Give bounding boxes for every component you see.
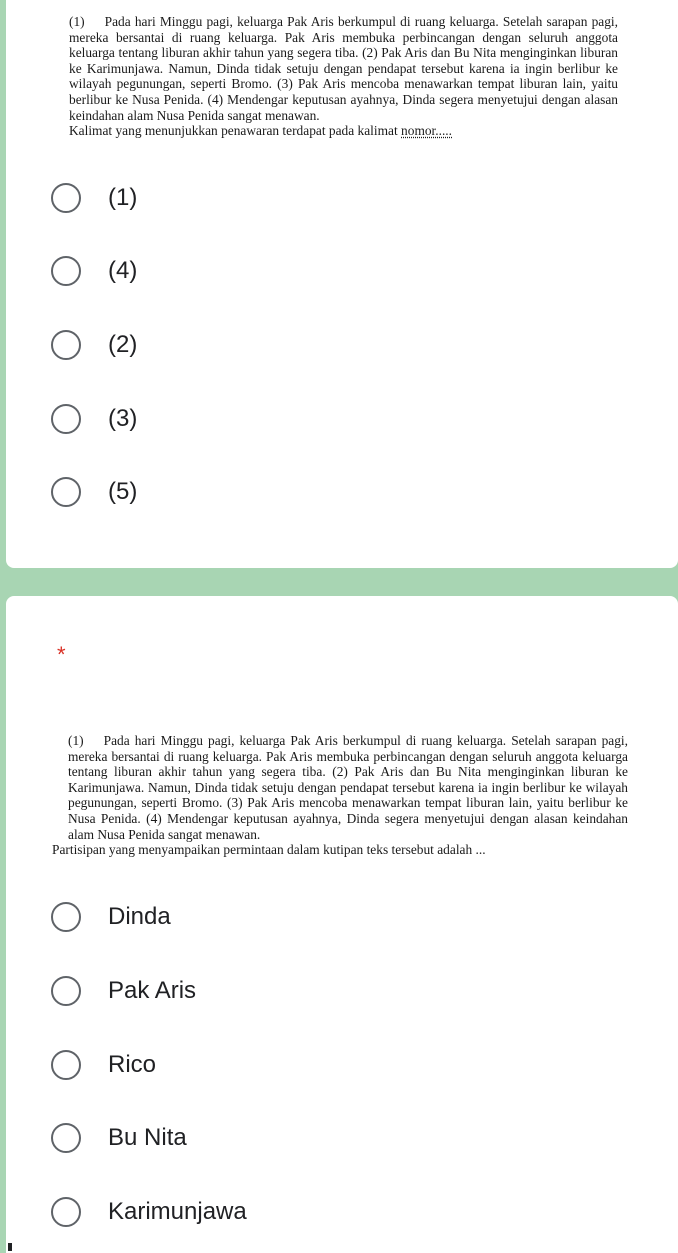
option-label: (3) — [108, 405, 138, 432]
q2-option-karimunjawa[interactable] — [51, 1195, 247, 1229]
required-indicator: * — [57, 642, 66, 667]
q2-option-rico[interactable] — [51, 1048, 156, 1082]
option-label: (4) — [108, 257, 138, 284]
radio-button[interactable] — [51, 404, 81, 434]
radio-button[interactable] — [51, 1050, 81, 1080]
question-2-prompt — [52, 842, 628, 858]
q1-option-1[interactable] — [51, 181, 137, 215]
prompt-text: Partisipan yang menyampaikan permintaan dalam kutipan teks tersebut adalah ... — [52, 842, 486, 858]
radio-button[interactable] — [51, 330, 81, 360]
radio-button[interactable] — [51, 1123, 81, 1153]
question-1-image-text — [69, 14, 618, 139]
q1-option-2[interactable] — [51, 254, 137, 288]
passage-text: Pada hari Minggu pagi, keluarga Pak Aris berkumpul di ruang keluarga. Setelah sarapan pagi, mereka bersantai di ruang keluarga. Pak Aris membuka perbincangan dengan seluruh anggota keluarga tentang liburan akhir tahun yang segera tiba. (2) Pak Aris dan Bu Nita menginginkan liburan ke Karimunjawa. Namun, Dinda tidak setuju dengan pendapat tersebut karena ia ingin berlibur ke wilayah pegunungan, seperti Bromo. (3) Pak Aris mencoba menawarkan tempat liburan lain, yaitu berlibur ke Nusa Penida. (4) Mendengar keputusan ayahnya, Dinda segera menyetujui dengan alasan keindahan alam Nusa Penida sangat menawan. — [69, 14, 618, 123]
option-label: Rico — [108, 1051, 157, 1078]
radio-button[interactable] — [51, 1197, 81, 1227]
question-2-image-text — [52, 733, 628, 858]
option-label: (5) — [108, 478, 138, 505]
passage-text: Pada hari Minggu pagi, keluarga Pak Aris berkumpul di ruang keluarga. Setelah sarapan pagi, mereka bersantai di ruang keluarga. Pak Aris membuka perbincangan dengan seluruh anggota keluarga tentang liburan akhir tahun yang segera tiba. (2) Pak Aris dan Bu Nita menginginkan liburan ke Karimunjawa. Namun, Dinda tidak setuju dengan pendapat tersebut karena ia ingin berlibur ke wilayah pegunungan, seperti Bromo. (3) Pak Aris mencoba menawarkan tempat liburan lain, yaitu berlibur ke Nusa Penida. (4) Mendengar keputusan ayahnya, Dinda segera menyetujui dengan alasan keindahan alam Nusa Penida sangat menawan. — [68, 733, 628, 842]
question-1-prompt — [69, 123, 618, 139]
q1-option-4[interactable] — [51, 402, 137, 436]
q1-option-5[interactable] — [51, 475, 137, 509]
option-label: (1) — [108, 184, 138, 211]
option-label: Dinda — [108, 903, 171, 930]
option-label: Karimunjawa — [108, 1198, 247, 1225]
passage-number: (1) — [69, 14, 85, 29]
radio-button[interactable] — [51, 183, 81, 213]
radio-button[interactable] — [51, 902, 81, 932]
option-label: Pak Aris — [108, 977, 197, 1004]
q2-option-bu-nita[interactable] — [51, 1121, 187, 1155]
radio-button[interactable] — [51, 976, 81, 1006]
q1-option-3[interactable] — [51, 328, 137, 362]
option-label: Bu Nita — [108, 1124, 187, 1151]
radio-button[interactable] — [51, 477, 81, 507]
question-1-passage — [69, 14, 618, 123]
option-label: (2) — [108, 331, 138, 358]
radio-button[interactable] — [51, 256, 81, 286]
question-2-passage — [68, 733, 628, 842]
scroll-indicator — [8, 1243, 12, 1251]
prompt-tail: nomor..... — [401, 123, 453, 139]
q2-option-dinda[interactable] — [51, 900, 171, 934]
prompt-text: Kalimat yang menunjukkan penawaran terdapat pada kalimat — [69, 123, 402, 139]
passage-number: (1) — [68, 733, 84, 748]
q2-option-pak-aris[interactable] — [51, 974, 196, 1008]
